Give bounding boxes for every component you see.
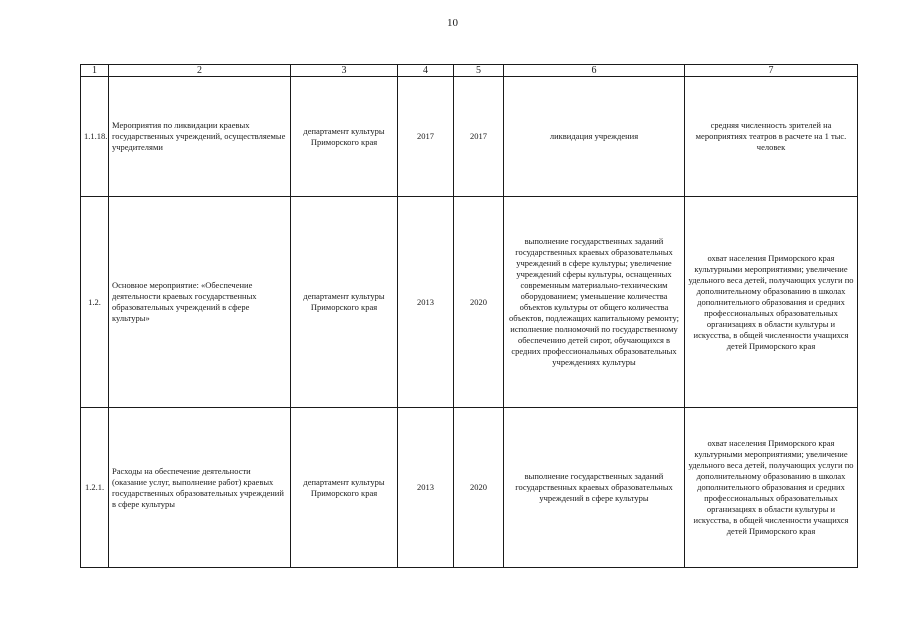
measure-start-year: 2013 (398, 408, 454, 568)
measure-indicator: охват населения Приморского края культурными мероприятиями; увеличение удельного веса детей, получающих услуги по дополнительному образованию в школах дополнительного образования и средних профессиональных образовательных организациях в области культуры и искусства, в общей численности учащихся детей Приморского края (685, 408, 858, 568)
measure-expected-result: выполнение государственных заданий государственных краевых образовательных учреждений в сфере культуры; увеличение учреждений сферы культуры, оснащенных современным материально-техническим оборудованием; уменьшение количества объектов культуры от общего количества объектов, подлежащих капитальному ремонту; исполнение полномочий по государственному обеспечению детей сирот, обучающихся в средних профессиональных образовательных учреждениях культуры (504, 197, 685, 408)
column-header: 3 (291, 65, 398, 77)
measure-expected-result: выполнение государственных заданий государственных краевых образовательных учреждений в сфере культуры (504, 408, 685, 568)
measure-start-year: 2013 (398, 197, 454, 408)
measure-executor: департамент культуры Приморского края (291, 197, 398, 408)
measure-executor: департамент культуры Приморского края (291, 408, 398, 568)
measure-number: 1.2. (81, 197, 109, 408)
measure-indicator: охват населения Приморского края культурными мероприятиями; увеличение удельного веса детей, получающих услуги по дополнительному образованию в школах дополнительного образования и средних профессиональных образовательных организациях в области культуры и искусства, в общей численности учащихся детей Приморского края (685, 197, 858, 408)
column-header: 2 (109, 65, 291, 77)
measure-end-year: 2020 (454, 197, 504, 408)
measure-name: Расходы на обеспечение деятельности (оказание услуг, выполнение работ) краевых государственных образовательных учреждений в сфере культуры (109, 408, 291, 568)
table-row (81, 197, 858, 408)
measure-end-year: 2017 (454, 77, 504, 197)
page-number: 10 (447, 17, 458, 29)
column-header: 7 (685, 65, 858, 77)
measure-start-year: 2017 (398, 77, 454, 197)
column-header: 6 (504, 65, 685, 77)
measure-name: Мероприятия по ликвидации краевых государственных учреждений, осуществляемые учредителями (109, 77, 291, 197)
program-measures-table (80, 64, 858, 568)
measure-indicator: средняя численность зрителей на мероприятиях театров в расчете на 1 тыс. человек (685, 77, 858, 197)
measure-number: 1.2.1. (81, 408, 109, 568)
table-row (81, 408, 858, 568)
table-row (81, 77, 858, 197)
measure-number: 1.1.18. (81, 77, 109, 197)
measure-executor: департамент культуры Приморского края (291, 77, 398, 197)
measure-end-year: 2020 (454, 408, 504, 568)
column-header: 4 (398, 65, 454, 77)
column-header: 1 (81, 65, 109, 77)
column-header: 5 (454, 65, 504, 77)
measure-expected-result: ликвидация учреждения (504, 77, 685, 197)
table-header-row (81, 65, 858, 77)
measure-name: Основное мероприятие: «Обеспечение деятельности краевых государственных образовательных учреждений в сфере культуры» (109, 197, 291, 408)
